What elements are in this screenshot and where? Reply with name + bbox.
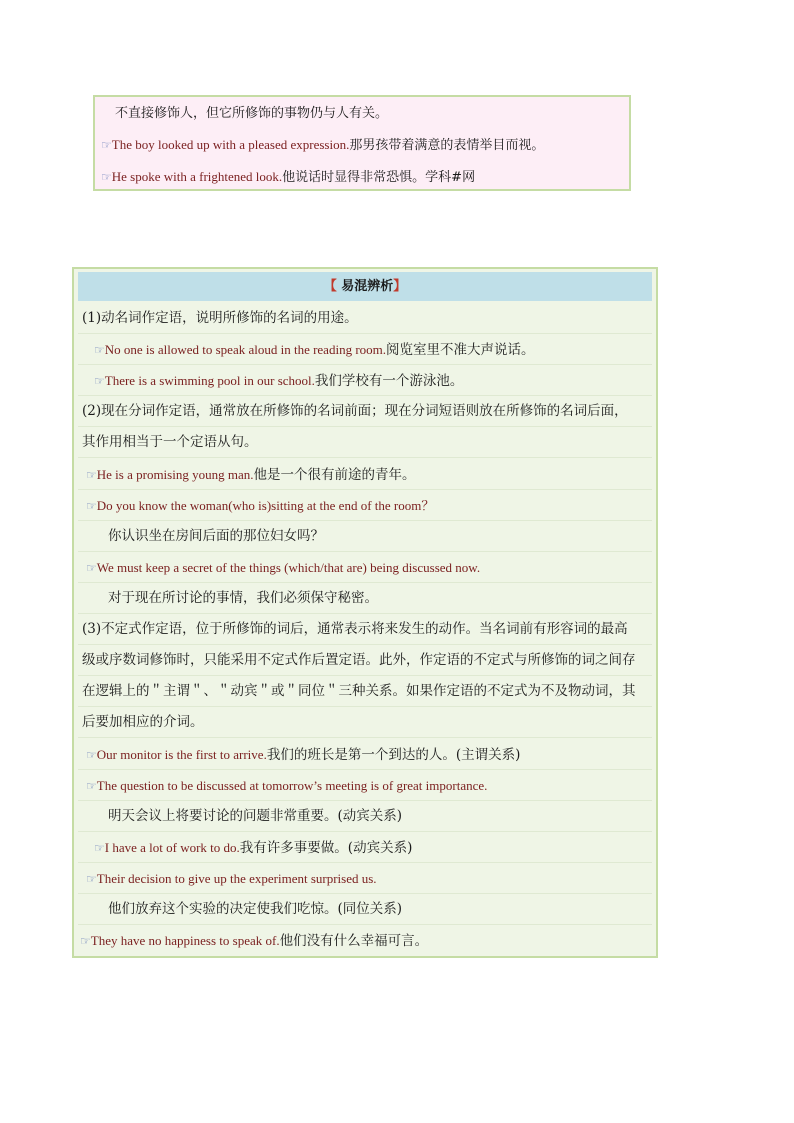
translation-line: 明天会议上将要讨论的问题非常重要。(动宾关系): [78, 801, 652, 832]
example-line: [78, 490, 652, 521]
example-english: He spoke with a frightened look.: [111, 169, 283, 184]
example-line: [78, 863, 652, 894]
note-box: [93, 95, 631, 191]
example-english: Their decision to give up the experiment surprised us.: [96, 871, 377, 886]
pointing-hand-icon: ☞: [94, 374, 105, 388]
pointing-hand-icon: ☞: [80, 934, 91, 948]
pointing-hand-icon: ☞: [101, 138, 112, 152]
example-english: I have a lot of work to do.: [104, 840, 240, 855]
example-english: The question to be discussed at tomorrow’s meeting is of great importance.: [96, 778, 488, 793]
example-line: [78, 552, 652, 583]
example-chinese: 那男孩带着满意的表情举目而视。: [349, 138, 545, 153]
rule-line: (1)动名词作定语，说明所修饰的名词的用途。: [78, 303, 652, 334]
pointing-hand-icon: ☞: [94, 841, 105, 855]
pointing-hand-icon: ☞: [86, 748, 97, 762]
example-chinese: 阅览室里不准大声说话。: [386, 342, 535, 358]
pointing-hand-icon: ☞: [101, 170, 112, 184]
example-line: [78, 334, 652, 365]
example-line: [78, 770, 652, 801]
header-title: 易混辨析: [336, 279, 394, 294]
header-bracket-open: 【: [323, 279, 337, 294]
pointing-hand-icon: ☞: [86, 779, 97, 793]
translation-line: 他们放弃这个实验的决定使我们吃惊。(同位关系): [78, 894, 652, 925]
example-english: The boy looked up with a pleased expression.: [111, 137, 350, 152]
rule-line: 其作用相当于一个定语从句。: [78, 427, 652, 458]
pointing-hand-icon: ☞: [86, 561, 97, 575]
header-bracket-close: 】: [393, 279, 407, 294]
pointing-hand-icon: ☞: [86, 872, 97, 886]
example-line: [78, 365, 652, 396]
example-english: We must keep a secret of the things (which/that are) being discussed now.: [96, 560, 481, 575]
pointing-hand-icon: ☞: [86, 468, 97, 482]
example-chinese: 他们没有什么幸福可言。: [279, 933, 429, 949]
example-english: He is a promising young man.: [96, 467, 254, 482]
example-chinese: 我有许多事要做。(动宾关系): [239, 840, 413, 856]
example-chinese: 我们的班长是第一个到达的人。(主谓关系): [266, 747, 521, 763]
rule-line: 后要加相应的介词。: [78, 707, 652, 738]
example-chinese: 我们学校有一个游泳池。: [314, 373, 464, 389]
example-chinese: 他是一个很有前途的青年。: [253, 467, 416, 483]
comparison-box: [72, 267, 658, 958]
translation-line: 对于现在所讨论的事情，我们必须保守秘密。: [78, 583, 652, 614]
translation-line: 你认识坐在房间后面的那位妇女吗？: [78, 521, 652, 552]
example-english: Our monitor is the first to arrive.: [96, 747, 267, 762]
example-line: [78, 832, 652, 863]
example-line: [95, 162, 629, 192]
example-line: [78, 925, 652, 956]
example-line: [78, 459, 652, 490]
pointing-hand-icon: ☞: [86, 499, 97, 513]
example-english: There is a swimming pool in our school.: [104, 373, 315, 388]
example-chinese: 他说话时显得非常恐惧。学科#网: [282, 170, 476, 185]
example-english: Do you know the woman(who is)sitting at the end of the room？: [96, 498, 435, 513]
example-english: They have no happiness to speak of.: [90, 933, 280, 948]
pointing-hand-icon: ☞: [94, 343, 105, 357]
rule-line: 在逻辑上的＂主谓＂、＂动宾＂或＂同位＂三种关系。如果作定语的不定式为不及物动词，其: [78, 676, 652, 707]
example-line: [78, 739, 652, 770]
example-line: [95, 130, 629, 160]
rule-line: 级或序数词修饰时，只能采用不定式作后置定语。此外，作定语的不定式与所修饰的词之间存: [78, 645, 652, 676]
note-line: 不直接修饰人，但它所修饰的事物仍与人有关。: [115, 106, 389, 121]
rule-line: (3)不定式作定语，位于所修饰的词后，通常表示将来发生的动作。当名词前有形容词的最高: [78, 614, 652, 645]
section-header: [78, 272, 652, 301]
rule-line: (2)现在分词作定语，通常放在所修饰的名词前面；现在分词短语则放在所修饰的名词后面，: [78, 396, 652, 427]
example-english: No one is allowed to speak aloud in the reading room.: [104, 342, 387, 357]
